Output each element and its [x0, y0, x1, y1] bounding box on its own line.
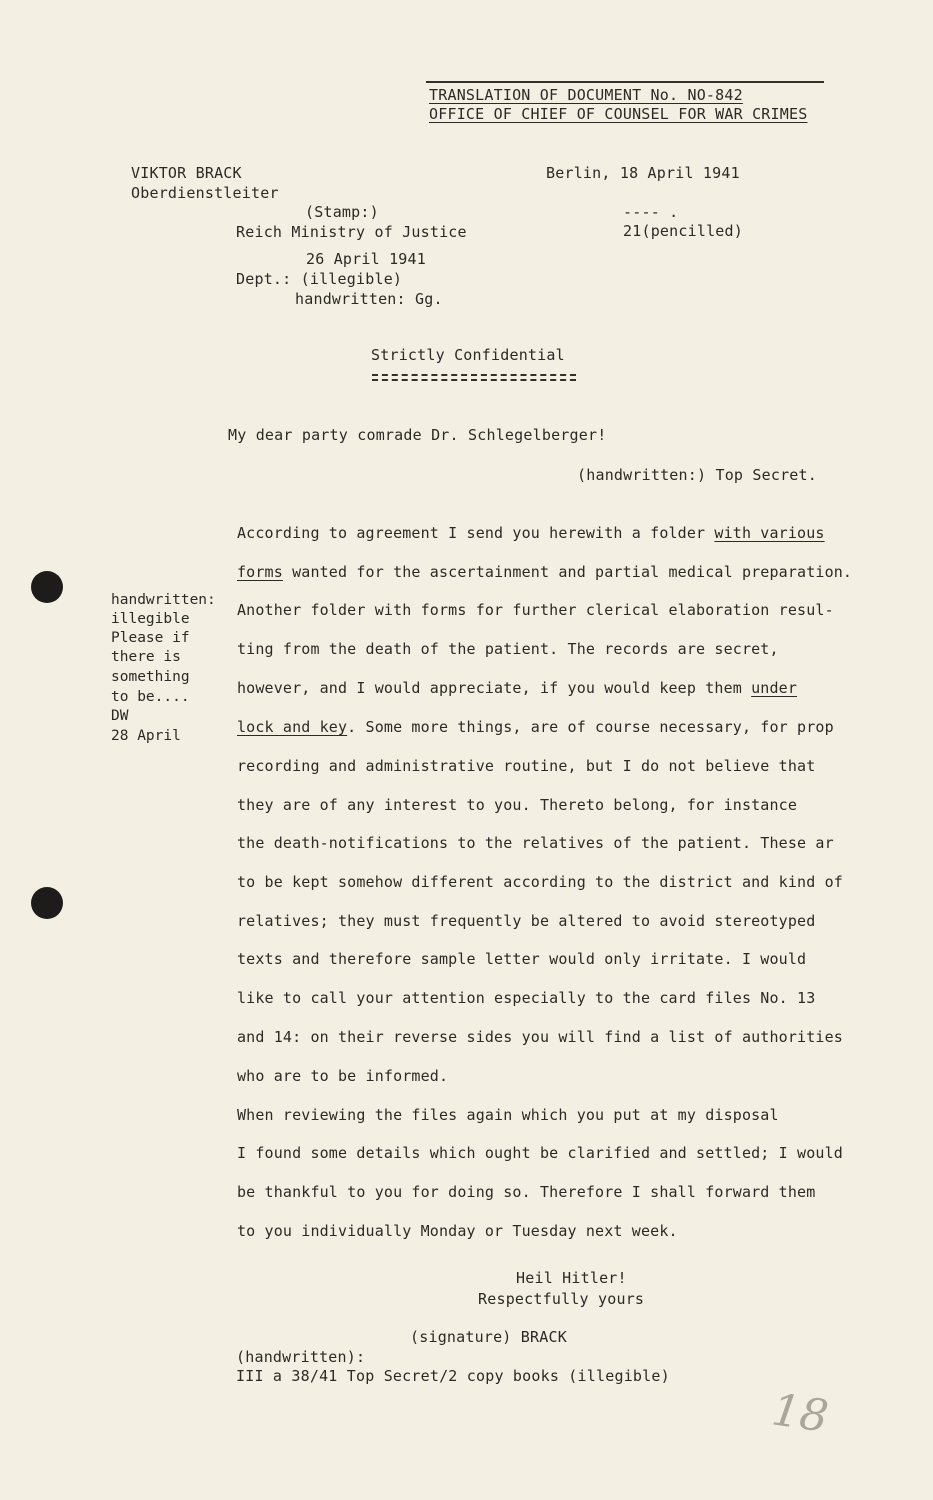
salutation: My dear party comrade Dr. Schlegelberger!: [228, 426, 607, 444]
top-secret-note: (handwritten:) Top Secret.: [577, 466, 817, 484]
stamp-date: 26 April 1941: [306, 250, 426, 268]
body-line: I found some details which ought be clarified and settled; I would: [237, 1144, 843, 1162]
body-line: lock and key. Some more things, are of course necessary, for prop: [237, 718, 834, 736]
body-line: they are of any interest to you. Thereto belong, for instance: [237, 796, 798, 814]
sender-title: Oberdienstleiter: [131, 184, 279, 202]
body-line: the death-notifications to the relatives of the patient. These ar: [237, 834, 834, 852]
body-line: however, and I would appreciate, if you would keep them under: [237, 679, 798, 697]
margin-note-line: DW: [111, 708, 129, 724]
sender-name: VIKTOR BRACK: [131, 164, 242, 182]
body-line: Another folder with forms for further clerical elaboration resul-: [237, 601, 834, 619]
closing-respectfully: Respectfully yours: [478, 1290, 645, 1308]
signature-line: (signature) BRACK: [410, 1328, 567, 1346]
body-line: texts and therefore sample letter would only irritate. I would: [237, 950, 807, 968]
margin-note-line: 28 April: [111, 728, 181, 744]
margin-note-line: there is: [111, 649, 181, 665]
stamp-label: (Stamp:): [305, 203, 379, 221]
body-line: recording and administrative routine, but I do not believe that: [237, 757, 816, 775]
header-line-2: OFFICE OF CHIEF OF COUNSEL FOR WAR CRIMES: [429, 105, 808, 123]
body-line: According to agreement I send you herewith a folder with various: [237, 524, 825, 542]
body-line: to you individually Monday or Tuesday next week.: [237, 1222, 678, 1240]
stamp-dept: Dept.: (illegible): [236, 270, 403, 288]
margin-note-line: something: [111, 669, 190, 685]
margin-note-line: illegible: [111, 611, 190, 627]
body-line: who are to be informed.: [237, 1067, 449, 1085]
body-line: be thankful to you for doing so. Therefore I shall forward them: [237, 1183, 816, 1201]
body-line: to be kept somehow different according to the district and kind of: [237, 873, 843, 891]
stamp-handwritten: handwritten: Gg.: [295, 290, 443, 308]
confidential-heading: Strictly Confidential: [371, 346, 565, 364]
closing-heil: Heil Hitler!: [516, 1269, 627, 1287]
footer-reference: III a 38/41 Top Secret/2 copy books (illegible): [236, 1367, 670, 1385]
margin-note-line: to be....: [111, 689, 190, 705]
body-line: When reviewing the files again which you put at my disposal: [237, 1106, 779, 1124]
body-line: and 14: on their reverse sides you will find a list of authorities: [237, 1028, 843, 1046]
header-rule: [426, 81, 824, 83]
pencil-page-number: 18: [768, 1384, 832, 1443]
body-line: ting from the death of the patient. The records are secret,: [237, 640, 779, 658]
punch-hole: [31, 571, 63, 603]
punch-hole: [31, 887, 63, 919]
header-line-1: TRANSLATION OF DOCUMENT No. NO-842: [429, 86, 743, 104]
dash-line: ---- .: [623, 203, 679, 221]
stamp-org: Reich Ministry of Justice: [236, 223, 467, 241]
pencilled-number: 21(pencilled): [623, 222, 743, 240]
heading-underline: [372, 374, 576, 381]
margin-note-line: Please if: [111, 630, 190, 646]
body-line: forms wanted for the ascertainment and partial medical preparation.: [237, 563, 853, 581]
place-date: Berlin, 18 April 1941: [546, 164, 740, 182]
body-line: like to call your attention especially to the card files No. 13: [237, 989, 816, 1007]
footer-handwritten: (handwritten):: [236, 1348, 366, 1366]
margin-note-line: handwritten:: [111, 592, 216, 608]
body-line: relatives; they must frequently be altered to avoid stereotyped: [237, 912, 816, 930]
